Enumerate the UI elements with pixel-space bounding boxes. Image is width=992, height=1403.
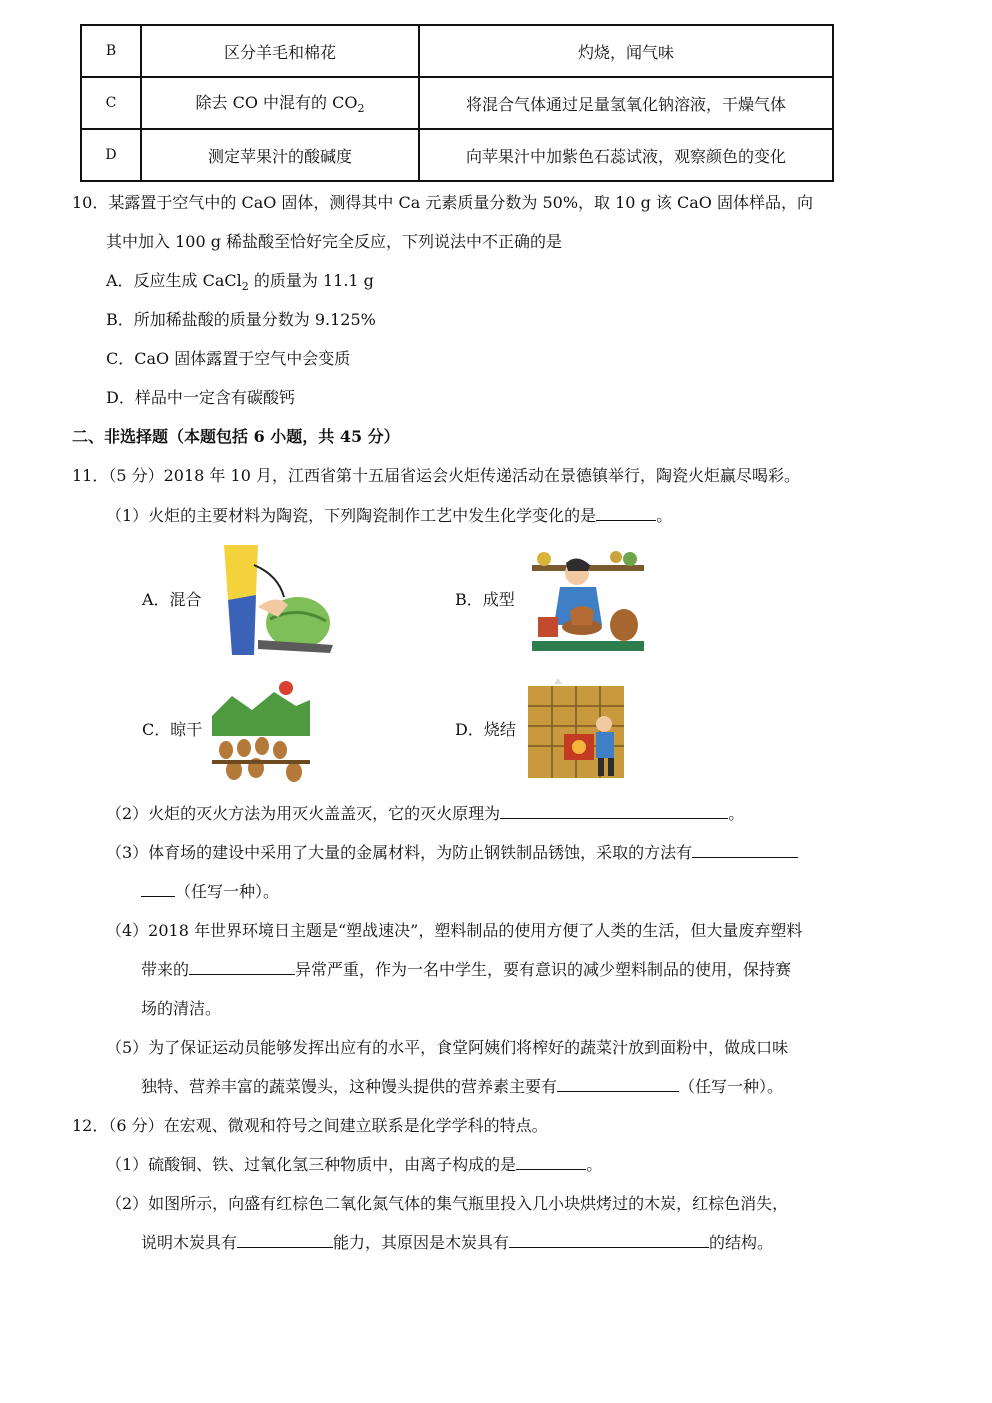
forming-illustration [532,545,644,651]
question-text: （任写一种）。 [175,882,280,901]
q10-option-a [106,271,374,297]
option-letter: C [81,77,141,129]
q11-part3-cont [141,882,279,902]
option-text: 的质量为 11.1 g [248,271,374,290]
experiment-cell [141,77,419,129]
option-letter: D [81,129,141,181]
q12-part1 [106,1155,602,1175]
answer-blank[interactable] [596,506,656,521]
q10-option-d: D．样品中一定含有碳酸钙 [106,388,295,407]
question-text: 说明木炭具有 [141,1233,238,1252]
options-table [80,24,834,182]
table-row [81,77,833,129]
method-cell: 向苹果汁中加紫色石蕊试液，观察颜色的变化 [419,129,833,181]
answer-blank[interactable] [237,1233,333,1248]
option-letter: B [81,25,141,77]
question-text: （2）火炬的灭火方法为用灭火盖盖灭，它的灭火原理为 [106,804,501,823]
method-cell: 灼烧，闻气味 [419,25,833,77]
option-label-d: D．烧结 [455,720,516,739]
firing-illustration [524,676,628,782]
experiment-cell: 区分羊毛和棉花 [141,25,419,77]
q12-part2-cont [141,1233,773,1253]
q11-part4-end: 场的清洁。 [141,999,222,1018]
q10-line1: 10．某露置于空气中的 CaO 固体，测得其中 Ca 元素质量分数为 50%，取 10 g 该 CaO 固体样品，向 [72,193,813,212]
experiment-text: 除去 CO 中混有的 CO [195,93,358,113]
q11-part5: （5）为了保证运动员能够发挥出应有的水平，食堂阿姨们将榨好的蔬菜汁放到面粉中，做成口味 [106,1038,789,1057]
question-text: 。 [656,506,673,525]
drying-illustration [212,676,310,782]
question-text: 。 [728,804,745,823]
q12-intro: 12．（6 分）在宏观、微观和符号之间建立联系是化学学科的特点。 [72,1116,548,1135]
q11-part2 [106,804,744,824]
answer-blank[interactable] [189,960,295,975]
q11-part1 [106,506,672,526]
subscript: 2 [241,280,249,294]
answer-blank[interactable] [500,804,728,819]
subscript: 2 [357,102,365,116]
section-heading: 二、非选择题（本题包括 6 小题，共 45 分） [72,427,400,446]
mixing-illustration [218,545,336,655]
table-row [81,129,833,181]
method-cell: 将混合气体通过足量氢氧化钠溶液，干燥气体 [419,77,833,129]
question-text: 带来的 [141,960,190,979]
q11-part4-cont [141,960,791,980]
option-label-c: C．晾干 [142,720,203,739]
q10-line2: 其中加入 100 g 稀盐酸至恰好完全反应，下列说法中不正确的是 [106,232,563,251]
question-text: 能力，其原因是木炭具有 [333,1233,510,1252]
q10-option-c: C．CaO 固体露置于空气中会变质 [106,349,351,368]
q12-part2: （2）如图所示，向盛有红棕色二氧化氮气体的集气瓶里投入几小块烘烤过的木炭，红棕色消失， [106,1194,789,1213]
option-text: A．反应生成 CaCl [106,271,242,290]
q10-option-b: B．所加稀盐酸的质量分数为 9.125% [106,310,376,329]
experiment-cell: 测定苹果汁的酸碱度 [141,129,419,181]
question-text: （3）体育场的建设中采用了大量的金属材料，为防止钢铁制品锈蚀，采取的方法有 [106,843,693,862]
q11-part3 [106,843,798,863]
question-text: 。 [586,1155,603,1174]
answer-blank[interactable] [557,1077,679,1092]
answer-blank[interactable] [141,882,175,897]
q11-part5-cont [141,1077,783,1097]
question-text: （任写一种）。 [679,1077,784,1096]
q11-intro: 11．（5 分）2018 年 10 月，江西省第十五届省运会火炬传递活动在景德镇举行，陶瓷火炬赢尽喝彩。 [72,466,800,485]
option-label-a: A．混合 [142,590,202,609]
option-label-b: B．成型 [455,590,515,609]
question-text: 独特、营养丰富的蔬菜馒头，这种馒头提供的营养素主要有 [141,1077,558,1096]
q11-part4: （4）2018 年世界环境日主题是“塑战速决”，塑料制品的使用方便了人类的生活，但大量废弃塑料 [106,921,803,940]
answer-blank[interactable] [692,843,798,858]
answer-blank[interactable] [516,1155,586,1170]
table-row [81,25,833,77]
question-text: （1）硫酸铜、铁、过氧化氢三种物质中，由离子构成的是 [106,1155,517,1174]
question-text: 异常严重，作为一名中学生，要有意识的减少塑料制品的使用，保持赛 [295,960,792,979]
question-text: （1）火炬的主要材料为陶瓷，下列陶瓷制作工艺中发生化学变化的是 [106,506,597,525]
question-text: 的结构。 [709,1233,774,1252]
answer-blank[interactable] [509,1233,709,1248]
